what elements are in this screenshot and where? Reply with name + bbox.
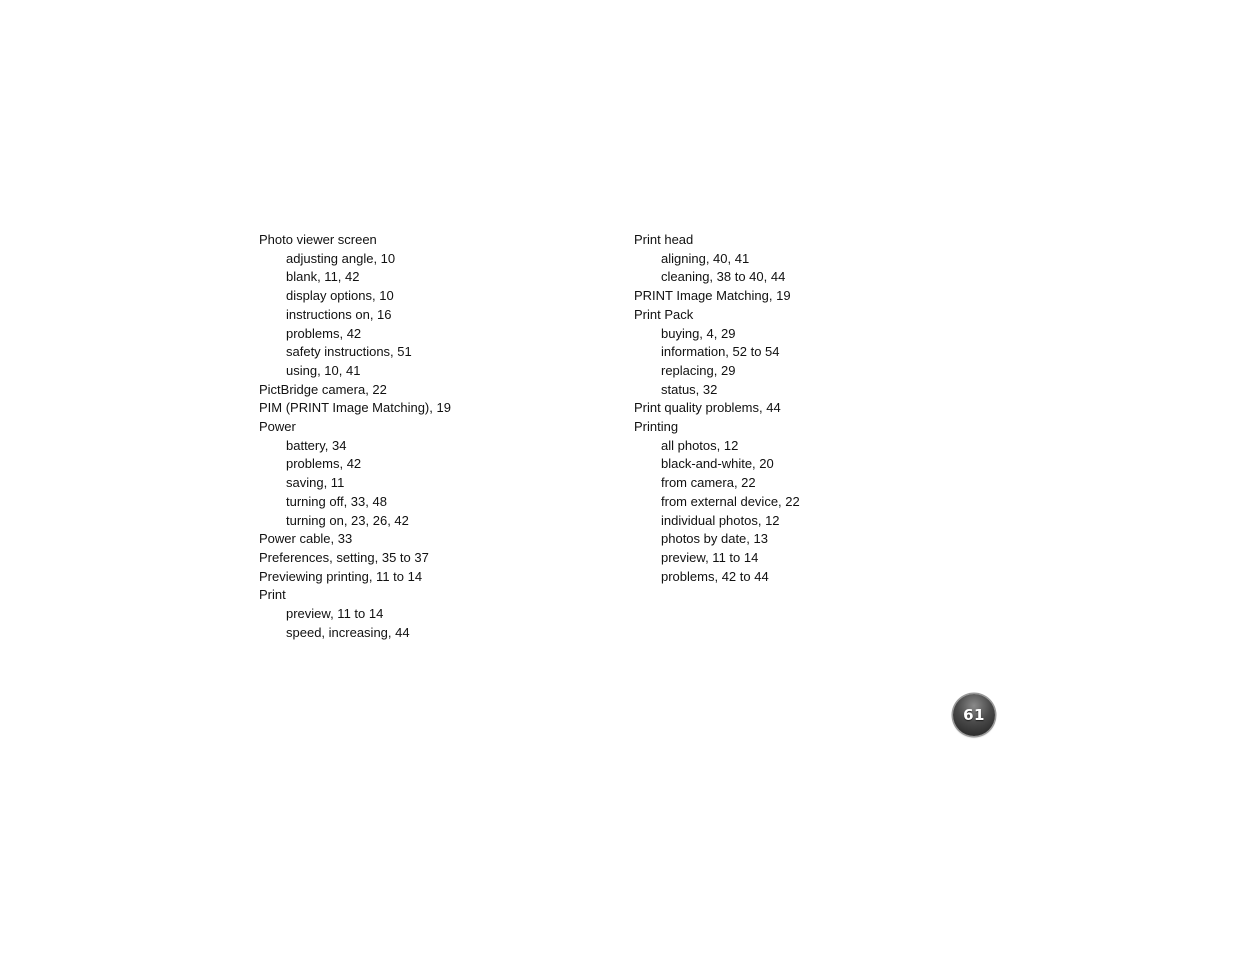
index-subentry: individual photos, 12 [661,512,780,528]
index-subentry: preview, 11 to 14 [286,606,384,622]
index-subentry: saving, 11 [286,475,345,491]
index-subentry: black-and-white, 20 [661,456,774,472]
index-subentry: display options, 10 [286,288,394,304]
index-subentry: speed, increasing, 44 [286,624,410,640]
index-subentry: using, 10, 41 [286,362,361,378]
index-subentry: adjusting angle, 10 [286,250,396,266]
index-entry: Print [259,587,286,603]
page-number: 61 [963,706,985,724]
index-column-left [259,231,599,642]
index-subentry: preview, 11 to 14 [661,549,759,565]
index-entry: Photo viewer screen [259,232,377,247]
index-subentry: photos by date, 13 [661,531,768,547]
index-entry: Print quality problems, 44 [634,400,781,416]
page-number-badge [953,694,995,736]
index-subentry: aligning, 40, 41 [661,250,750,266]
index-subentry: safety instructions, 51 [286,344,412,360]
index-subentry: all photos, 12 [661,437,739,453]
index-entry: PIM (PRINT Image Matching), 19 [259,400,451,416]
index-subentry: blank, 11, 42 [286,269,360,285]
index-entry: Print Pack [634,306,694,322]
index-subentry: status, 32 [661,381,718,397]
index-subentry: information, 52 to 54 [661,344,780,360]
index-subentry: replacing, 29 [661,362,736,378]
index-subentry: problems, 42 [286,456,362,472]
index-entry: Preferences, setting, 35 to 37 [259,549,429,565]
index-subentry: instructions on, 16 [286,306,392,322]
index-entry: PictBridge camera, 22 [259,381,387,397]
index-subentry: problems, 42 [286,325,362,341]
index-entry: Power [259,419,296,435]
index-subentry: from camera, 22 [661,475,756,491]
index-subentry: problems, 42 to 44 [661,568,769,584]
index-entry: PRINT Image Matching, 19 [634,288,791,304]
index-subentry: turning on, 23, 26, 42 [286,512,409,528]
index-subentry: buying, 4, 29 [661,325,736,341]
index-subentry: turning off, 33, 48 [286,493,387,509]
index-entry: Print head [634,232,694,247]
index-subentry: from external device, 22 [661,493,800,509]
index-subentry: battery, 34 [286,437,347,453]
index-subentry: cleaning, 38 to 40, 44 [661,269,786,285]
index-entry: Printing [634,419,679,435]
index-entry: Previewing printing, 11 to 14 [259,568,423,584]
index-entry: Power cable, 33 [259,531,353,547]
index-column-right [634,231,974,586]
